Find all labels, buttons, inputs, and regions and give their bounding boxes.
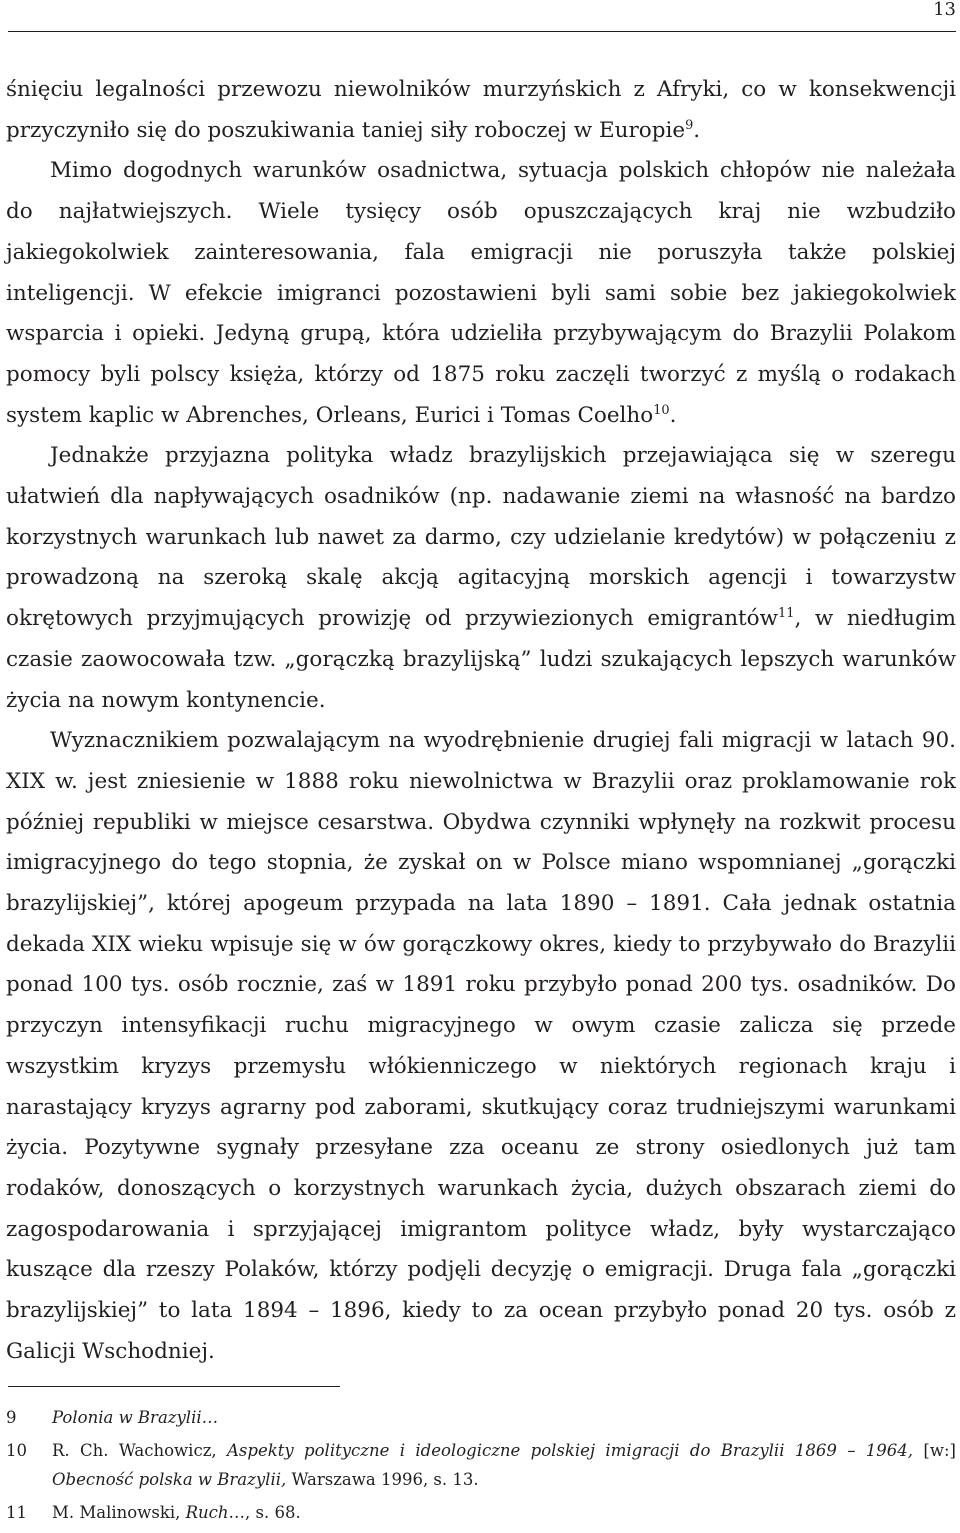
footnote-text: [52, 1403, 956, 1432]
footnotes: [6, 1403, 956, 1531]
text-run: Warszawa 1996, s. 13.: [286, 1470, 479, 1489]
text-run: , w niedługim czasie zaowocowała tzw. „gorączką brazylijską” ludzi szukających lepszych warunków życia na nowym kontynencie.: [6, 606, 956, 713]
text-run: R. Ch. Wachowicz,: [52, 1441, 228, 1460]
footnote-reference: 10: [653, 402, 670, 418]
footnote-text: [52, 1498, 956, 1527]
footnote: [6, 1403, 956, 1432]
text-run: .: [669, 402, 677, 428]
footnote: [6, 1436, 956, 1494]
footnote-number: 10: [6, 1441, 27, 1460]
body-text: [6, 70, 956, 1373]
footnote-text: [52, 1436, 956, 1494]
italic-text: Obecność polska w Brazylii,: [52, 1470, 287, 1489]
text-run: …, s. 68.: [228, 1503, 301, 1522]
paragraph: [6, 70, 956, 151]
footnote: [6, 1498, 956, 1527]
text-run: [w:]: [913, 1441, 956, 1460]
text-run: śnięciu legalności przewozu niewolników murzyńskich z Afryki, co w konsekwencji przyczyniło się do poszukiwania taniej siły roboczej w Europie: [6, 77, 956, 143]
header-rule: [8, 31, 956, 32]
text-run: Wyznacznikiem pozwalającym na wyodrębnienie drugiej fali migracji w latach 90. XIX w. jest zniesienie w 1888 roku niewolnictwa w Brazylii oraz proklamowanie rok później republiki w miejsce cesarstwa. Obydwa czynniki wpłynęły na rozkwit procesu imigracyjnego do tego stopnia, że zyskał on w Polsce miano wspomnianej „gorączki brazylijskiej”, której apogeum przypada na lata 1890 – 1891. Cała jednak ostatnia dekada XIX wieku wpisuje się w ów gorączkowy okres, kiedy to przybywało do Brazylii ponad 100 tys. osób rocznie, zaś w 1891 roku przybyło ponad 200 tys. osadników. Do przyczyn intensyfikacji ruchu migracyjnego w owym czasie zalicza się przede wszystkim kryzys przemysłu włókienniczego w niektórych regionach kraju i narastający kryzys agrarny pod zaborami, skutkujący coraz trudniejszymi warunkami życia. Pozytywne sygnały przesyłane zza oceanu ze strony osiedlonych już tam rodaków, donoszących o korzystnych warunkach życia, dużych obszarach ziemi do zagospodarowania i sprzyjającej imigrantom polityce władz, były wystarczająco kuszące dla rzeszy Polaków, którzy podjęli decyzję o emigracji. Druga fala „gorączki brazylijskiej” to lata 1894 – 1896, kiedy to za ocean przybyło ponad 20 tys. osób z Galicji Wschodniej.: [6, 728, 956, 1364]
italic-text: Ruch: [185, 1503, 229, 1522]
footnote-number: 11: [6, 1503, 27, 1522]
paragraph: [6, 721, 956, 1372]
footnote-separator: [8, 1386, 340, 1387]
footnote-reference: 9: [685, 117, 694, 133]
page-number: 13: [933, 0, 956, 20]
text-run: M. Malinowski,: [52, 1503, 186, 1522]
footnote-reference: 11: [778, 606, 795, 622]
text-run: .: [693, 117, 701, 143]
paragraph: [6, 436, 956, 721]
text-run: Jednakże przyjazna polityka władz brazylijskich przejawiająca się w szeregu ułatwień dla napływających osadników (np. nadawanie ziemi na własność na bardzo korzystnych warunkach lub nawet za darmo, czy udzielanie kredytów) w połączeniu z prowadzoną na szeroką skalę akcją agitacyjną morskich agencji i towarzystw okrętowych przyjmujących prowizję od przywiezionych emigrantów: [6, 443, 956, 632]
footnote-number: 9: [6, 1408, 17, 1427]
paragraph: [6, 151, 956, 436]
text-run: Mimo dogodnych warunków osadnictwa, sytuacja polskich chłopów nie należała do najłatwiejszych. Wiele tysięcy osób opuszczających kraj nie wzbudziło jakiegokolwiek zainteresowania, fala emigracji nie poruszyła także polskiej inteligencji. W efekcie imigranci pozostawieni byli sami sobie bez jakiegokolwiek wsparcia i opieki. Jedyną grupą, która udzieliła przybywającym do Brazylii Polakom pomocy byli polscy księża, którzy od 1875 roku zaczęli tworzyć z myślą o rodakach system kaplic w Abrenches, Orleans, Eurici i Tomas Coelho: [6, 158, 956, 428]
italic-text: Aspekty polityczne i ideologiczne polskiej imigracji do Brazylii 1869 – 1964,: [227, 1441, 914, 1460]
italic-text: Polonia w Brazylii…: [52, 1408, 219, 1427]
